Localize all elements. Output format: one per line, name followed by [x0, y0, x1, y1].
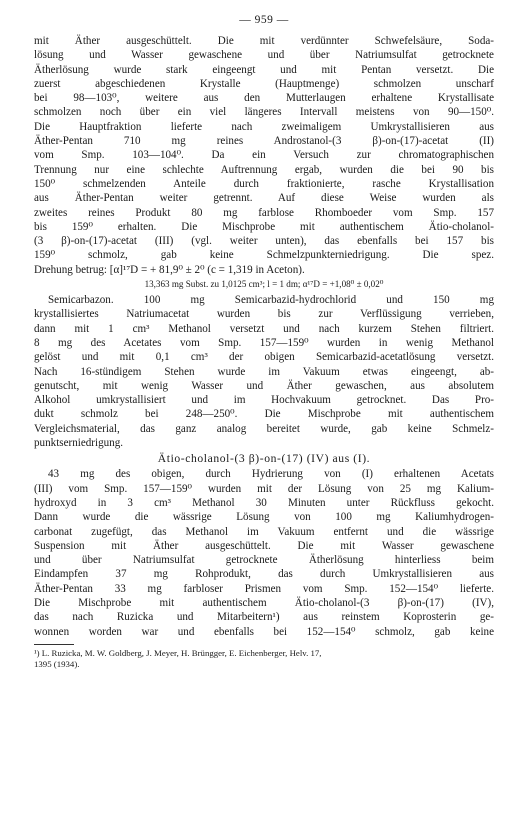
page: [34, 14, 494, 671]
footnote: [34, 648, 494, 671]
page-number: — 959 —: [239, 14, 289, 26]
text-line: und über Natriumsulfat getrocknete Ätherlösung hinterliess beim: [34, 554, 494, 567]
text-line: 150⁰ schmelzenden Anteile durch fraktionierte, rasche Krystallisation: [34, 177, 494, 190]
paragraph-2: [34, 293, 494, 450]
text-line: Eindampfen 37 mg Rohprodukt, das durch Umkrystallisieren aus: [34, 568, 494, 581]
text-line: 8 mg des Acetates vom Smp. 157—159⁰ wurden in wenig Methanol: [34, 336, 494, 349]
text-line: bis 159⁰ erhalten. Die Mischprobe mit authentischem Ätio-cholanol-: [34, 220, 494, 233]
text-line: Vergleichsmaterial, das ganz analog bereitet wurde, gab keine Schmelz-: [34, 422, 494, 435]
text-line: punktserniedrigung.: [34, 437, 124, 450]
text-line: hydroxyd in 3 cm³ Methanol 30 Minuten unter Rückfluss gekocht.: [34, 496, 494, 509]
text-line: 159⁰ schmolz, gab keine Schmelzpunkterniedrigung. Die spez.: [34, 249, 494, 262]
text-line: genutscht, mit wenig Wasser und Äther gewaschen, aus absolutem: [34, 379, 494, 392]
text-line: Trennung nur eine schlechte Auftrennung ergab, wurden die bei 90 bis: [34, 163, 494, 176]
footnote-line: ¹) L. Ruzicka, M. W. Goldberg, J. Meyer, H. Brüngger, E. Eichenberger, Helv. 17,: [34, 647, 322, 658]
text-line: (III) vom Smp. 157—159⁰ wurden mit der Lösung von 25 mg Kalium-: [34, 482, 494, 495]
text-line: krystallisiertes Natriumacetat wurden bis zur Verflüssigung verrieben,: [34, 308, 494, 321]
text-line: Nach 16-stündigem Stehen wurde im Vakuum etwas eingeengt, ab-: [34, 365, 494, 378]
text-line: Äther-Pentan 33 mg farbloser Prismen vom Smp. 152—154⁰ lieferte.: [34, 582, 494, 595]
text-line: schmolzen noch über ein viel längeres Intervall meistens von 90—150⁰.: [34, 106, 494, 119]
text-line: dann mit 1 cm³ Methanol versetzt und nach kurzem Stehen filtriert.: [34, 322, 494, 335]
text-line: Suspension mit Äther ausgeschüttelt. Die mit Wasser gewaschene: [34, 539, 494, 552]
text-line: Die Mischprobe mit authentischem Ätio-cholanol-(3 β)-on-(17) (IV),: [34, 596, 494, 609]
text-line: zweites reines Produkt 80 mg farblose Rhomboeder vom Smp. 157: [34, 206, 494, 219]
text-line: dukt schmolz bei 248—250⁰. Die Mischprobe mit authentischem: [34, 408, 494, 421]
measurement-line: 13,363 mg Subst. zu 1,0125 cm³; l = 1 dm; α¹⁷D = +1,08⁰ ± 0,02⁰: [144, 279, 384, 290]
text-line: (3 β)-on-(17)-acetat (III) (vgl. weiter unten), das ebenfalls bei 157 bis: [34, 235, 494, 248]
text-line: bei 98—103⁰, weitere aus den Mutterlaugen erhaltene Krystallisate: [34, 92, 494, 105]
section-heading: Ätio-cholanol-(3 β)-on-(17) (IV) aus (I).: [157, 452, 371, 466]
text-line: lösung und Wasser gewaschene und über Natriumsulfat getrocknete: [34, 49, 494, 62]
text-line: zuerst abgeschiedenen Krystalle (Hauptmenge) schmolzen unscharf: [34, 77, 494, 90]
text-line: Die Hauptfraktion lieferte nach zweimaligem Umkrystallisieren aus: [34, 120, 494, 133]
text-line: mit Äther ausgeschüttelt. Die mit verdünnter Schwefelsäure, Soda-: [34, 35, 494, 47]
text-line: gelöst und mit 0,1 cm³ der obigen Semicarbazid-acetatlösung versetzt.: [34, 351, 494, 364]
text-line: Drehung betrug: [α]¹⁷D = + 81,9⁰ ± 2⁰ (c = 1,319 in Aceton).: [34, 263, 305, 276]
text-line: 43 mg des obigen, durch Hydrierung von (I) erhaltenen Acetats: [48, 468, 494, 481]
text-line: das nach Ruzicka und Mitarbeitern¹) aus reinstem Koprosterin ge-: [34, 611, 494, 624]
text-line: wonnen worden war und ebenfalls bei 152—154⁰ schmolz, gab keine: [34, 625, 494, 638]
footnote-divider: [34, 644, 74, 645]
paragraph-1: [34, 34, 494, 277]
text-line: Alkohol umkrystallisiert und im Hochvakuum getrocknet. Das Pro-: [34, 394, 494, 407]
paragraph-3: [34, 467, 494, 639]
text-line: aus Äther-Pentan weiter getrennt. Auf diese Weise wurden als: [34, 192, 494, 205]
text-line: Ätherlösung wurde stark eingeengt und mit Pentan versetzt. Die: [34, 63, 494, 76]
text-line: Semicarbazon. 100 mg Semicarbazid-hydrochlorid und 150 mg: [48, 294, 494, 307]
footnote-line: 1395 (1934).: [34, 659, 80, 670]
text-line: carbonat zugefügt, das Methanol im Vakuum entfernt und die wässrige: [34, 525, 494, 538]
text-line: vom Smp. 103—104⁰. Da ein Versuch zur chromatographischen: [34, 149, 494, 162]
text-line: Äther-Pentan 710 mg reines Androstanol-(3 β)-on-(17)-acetat (II): [34, 135, 494, 148]
text-line: Dann wurde die wässrige Lösung von 100 mg Kaliumhydrogen-: [34, 511, 494, 524]
